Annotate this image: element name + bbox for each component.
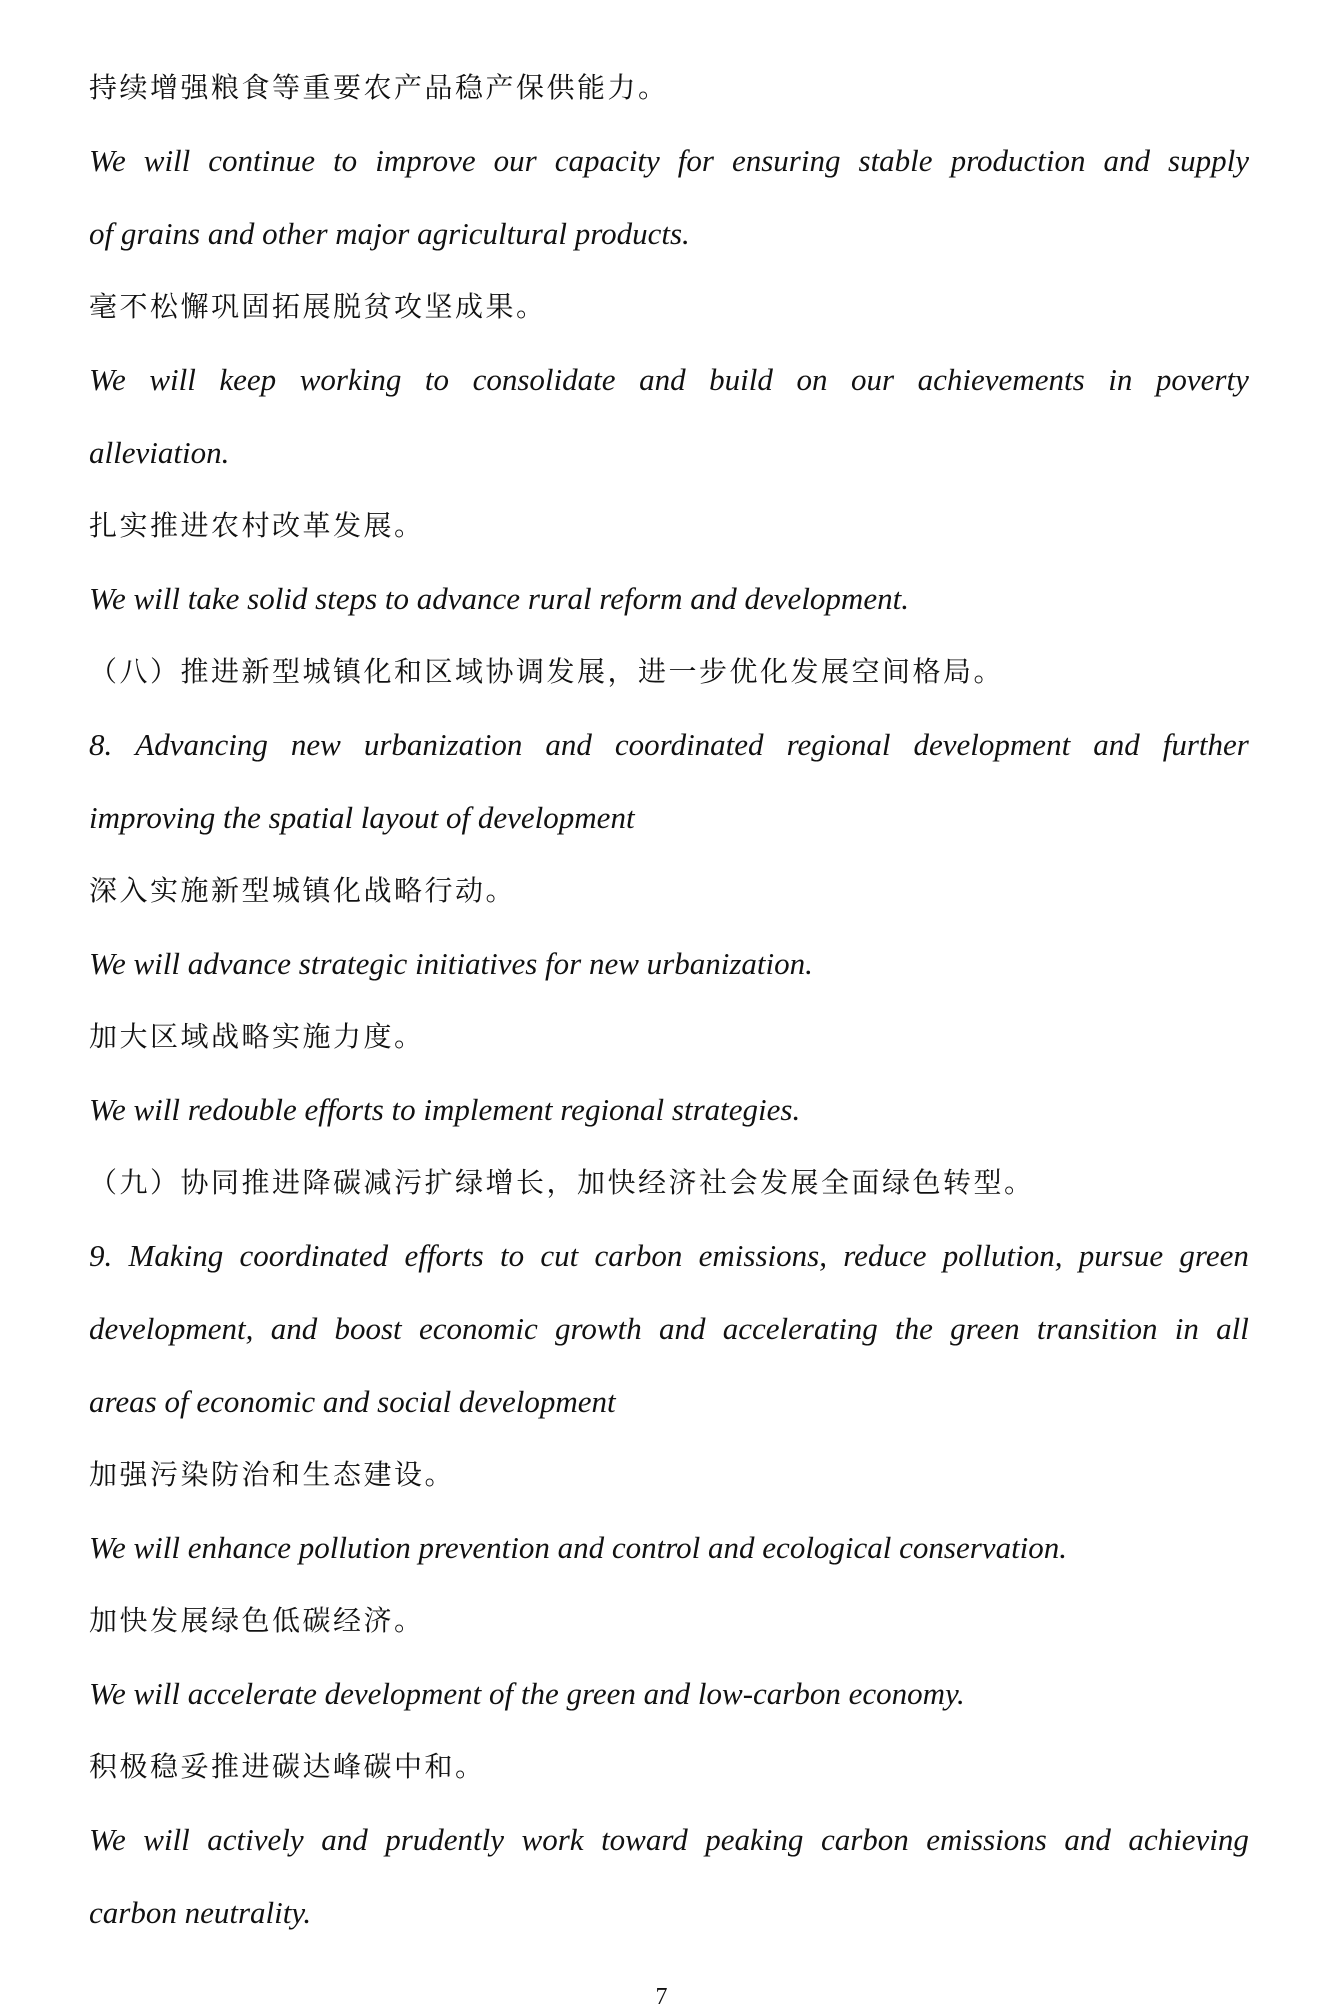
document-body bbox=[89, 58, 1249, 1956]
word: carbon bbox=[820, 1822, 909, 1857]
word: and bbox=[545, 727, 592, 762]
word: further bbox=[1162, 727, 1249, 762]
word: achievements bbox=[917, 362, 1085, 397]
word: actively bbox=[207, 1822, 304, 1857]
word: stable bbox=[858, 143, 933, 178]
word: We bbox=[89, 143, 126, 178]
word: We bbox=[89, 362, 126, 397]
word: poverty bbox=[1155, 362, 1249, 397]
english-translation: of grains and other major agricultural products. bbox=[89, 216, 690, 251]
word: prudently bbox=[385, 1822, 505, 1857]
word: and bbox=[321, 1822, 368, 1857]
word: boost bbox=[334, 1311, 402, 1346]
word: our bbox=[493, 143, 537, 178]
word: working bbox=[299, 362, 402, 397]
word: to bbox=[333, 143, 358, 178]
chinese-sentence: 毫不松懈巩固拓展脱贫攻坚成果。 bbox=[89, 290, 547, 323]
word: emissions, bbox=[698, 1238, 827, 1273]
section-heading-chinese: （九）协同推进降碳减污扩绿增长，加快经济社会发展全面绿色转型。 bbox=[89, 1166, 1035, 1199]
word: and bbox=[1103, 143, 1150, 178]
word: green bbox=[950, 1311, 1020, 1346]
word: achieving bbox=[1128, 1822, 1249, 1857]
word: toward bbox=[601, 1822, 688, 1857]
english-translation: alleviation. bbox=[89, 435, 230, 470]
english-translation: We will redouble efforts to implement regional strategies. bbox=[89, 1092, 801, 1127]
word: to bbox=[499, 1238, 525, 1273]
section-heading-english bbox=[89, 715, 1249, 788]
english-translation: We will advance strategic initiatives for new urbanization. bbox=[89, 946, 813, 981]
chinese-sentence: 扎实推进农村改革发展。 bbox=[89, 509, 425, 542]
word: cut bbox=[540, 1238, 579, 1273]
word: emissions bbox=[926, 1822, 1047, 1857]
word: development, bbox=[89, 1311, 254, 1346]
word: green bbox=[1179, 1238, 1249, 1273]
word: accelerating bbox=[722, 1311, 878, 1346]
word: our bbox=[851, 362, 895, 397]
chinese-sentence: 持续增强粮食等重要农产品稳产保供能力。 bbox=[89, 71, 669, 104]
word: in bbox=[1108, 362, 1133, 397]
word: on bbox=[796, 362, 828, 397]
english-translation: We will enhance pollution prevention and control and ecological conservation. bbox=[89, 1530, 1068, 1565]
word: will bbox=[143, 1822, 190, 1857]
chinese-sentence: 积极稳妥推进碳达峰碳中和。 bbox=[89, 1750, 486, 1783]
word: economic bbox=[418, 1311, 538, 1346]
word: in bbox=[1174, 1311, 1199, 1346]
word: for bbox=[677, 143, 714, 178]
word: build bbox=[709, 362, 773, 397]
word: 8. bbox=[89, 727, 113, 762]
section-heading-english bbox=[89, 1226, 1249, 1299]
chinese-sentence: 加快发展绿色低碳经济。 bbox=[89, 1604, 425, 1637]
english-translation bbox=[89, 1810, 1249, 1883]
section-heading-english: improving the spatial layout of development bbox=[89, 800, 635, 835]
word: urbanization bbox=[363, 727, 523, 762]
word: and bbox=[658, 1311, 706, 1346]
word: We bbox=[89, 1822, 126, 1857]
section-heading-english: areas of economic and social development bbox=[89, 1384, 616, 1419]
english-translation: We will take solid steps to advance rural reform and development. bbox=[89, 581, 909, 616]
word: production bbox=[950, 143, 1086, 178]
word: regional bbox=[786, 727, 891, 762]
word: to bbox=[424, 362, 450, 397]
english-translation bbox=[89, 350, 1249, 423]
word: will bbox=[149, 362, 196, 397]
word: development bbox=[913, 727, 1071, 762]
word: and bbox=[270, 1311, 318, 1346]
word: growth bbox=[555, 1311, 642, 1346]
section-heading-chinese: （八）推进新型城镇化和区域协调发展，进一步优化发展空间格局。 bbox=[89, 655, 1005, 688]
word: consolidate bbox=[472, 362, 616, 397]
word: carbon bbox=[594, 1238, 683, 1273]
english-translation: carbon neutrality. bbox=[89, 1895, 312, 1930]
word: reduce bbox=[843, 1238, 927, 1273]
chinese-sentence: 加强污染防治和生态建设。 bbox=[89, 1458, 456, 1491]
word: peaking bbox=[705, 1822, 804, 1857]
word: work bbox=[521, 1822, 584, 1857]
word: supply bbox=[1168, 143, 1249, 178]
word: and bbox=[639, 362, 686, 397]
word: new bbox=[290, 727, 341, 762]
word: improve bbox=[375, 143, 476, 178]
word: coordinated bbox=[239, 1238, 389, 1273]
word: the bbox=[895, 1311, 933, 1346]
word: and bbox=[1064, 1822, 1111, 1857]
english-translation: We will accelerate development of the green and low-carbon economy. bbox=[89, 1676, 965, 1711]
word: coordinated bbox=[614, 727, 764, 762]
word: capacity bbox=[554, 143, 660, 178]
word: ensuring bbox=[731, 143, 841, 178]
section-heading-english bbox=[89, 1299, 1249, 1372]
english-translation bbox=[89, 131, 1249, 204]
page-number: 7 bbox=[655, 1984, 668, 2010]
word: pollution, bbox=[942, 1238, 1063, 1273]
word: 9. bbox=[89, 1238, 113, 1273]
word: transition bbox=[1036, 1311, 1158, 1346]
word: keep bbox=[219, 362, 277, 397]
chinese-sentence: 加大区域战略实施力度。 bbox=[89, 1020, 425, 1053]
word: all bbox=[1216, 1311, 1249, 1346]
word: continue bbox=[208, 143, 316, 178]
word: Making bbox=[128, 1238, 224, 1273]
word: pursue bbox=[1078, 1238, 1164, 1273]
word: will bbox=[143, 143, 191, 178]
word: Advancing bbox=[135, 727, 268, 762]
word: and bbox=[1093, 727, 1140, 762]
chinese-sentence: 深入实施新型城镇化战略行动。 bbox=[89, 874, 517, 907]
word: efforts bbox=[404, 1238, 484, 1273]
